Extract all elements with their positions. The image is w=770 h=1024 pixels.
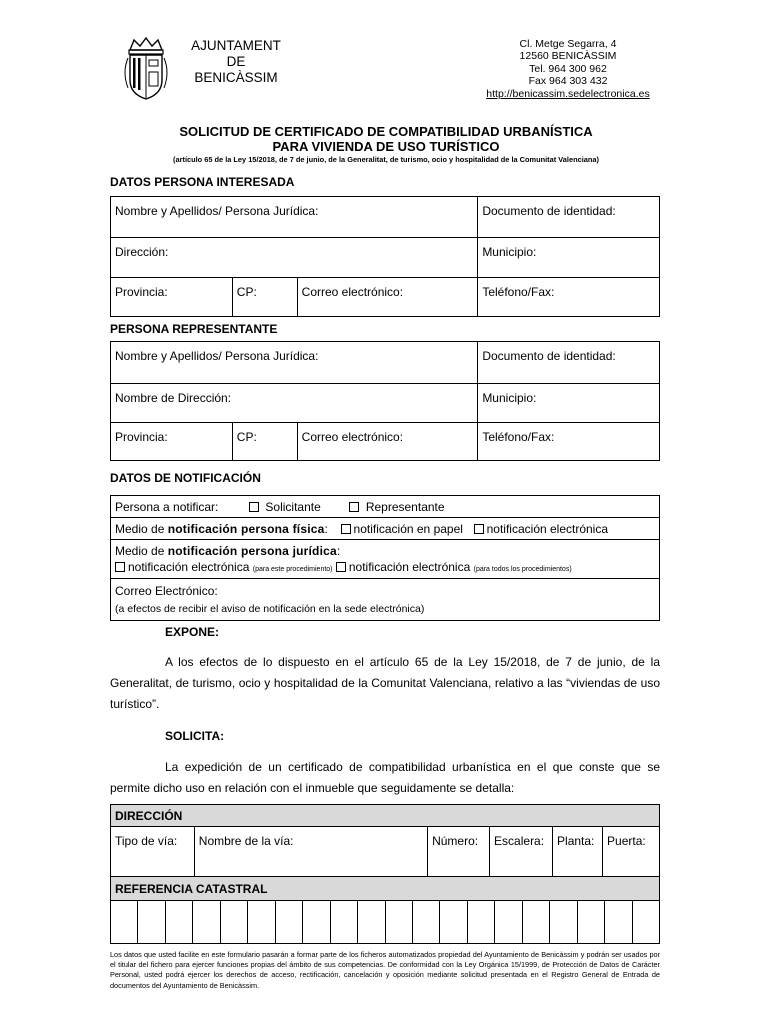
correo-notificacion-label: Correo Electrónico: bbox=[115, 584, 218, 598]
note-proc: (para este procedimiento) bbox=[252, 566, 333, 573]
expone-text: A los efectos de lo dispuesto en el artículo 65 de la Ley 15/2018, de 7 de junio, de la Generalitat, de turismo, ocio y hospitalidad de la Comunitat Valenciana, relativo a las “viviendas de uso turístico”. bbox=[110, 655, 660, 711]
checkbox-electronica-procedimiento[interactable] bbox=[115, 562, 125, 572]
checkbox-electronica-fisica[interactable] bbox=[474, 524, 484, 534]
elec-todos-label: notificación electrónica bbox=[348, 560, 471, 574]
juridica-bold: notificación persona jurídica bbox=[167, 544, 337, 558]
section-heading-notificacion: DATOS DE NOTIFICACIÓN bbox=[110, 471, 261, 485]
field-direccion[interactable]: Dirección: bbox=[111, 238, 478, 278]
field-tipo-via[interactable]: Tipo de vía: bbox=[111, 827, 195, 877]
catastral-cell[interactable] bbox=[193, 900, 220, 943]
catastral-cell[interactable] bbox=[331, 900, 358, 943]
field-nombre-via[interactable]: Nombre de la vía: bbox=[194, 827, 427, 877]
coat-of-arms-logo bbox=[120, 36, 172, 102]
catastral-cell[interactable] bbox=[468, 900, 495, 943]
municipality-name: AJUNTAMENT DE BENICÀSSIM bbox=[191, 38, 281, 85]
catastral-cell[interactable] bbox=[523, 900, 550, 943]
row-notificacion-fisica bbox=[111, 518, 660, 540]
catastral-cell[interactable] bbox=[605, 900, 632, 943]
document-title: SOLICITUD DE CERTIFICADO DE COMPATIBILIDAD URBANÍSTICA PARA VIVIENDA DE USO TURÍSTICO bbox=[179, 124, 593, 154]
representante-table bbox=[110, 341, 660, 461]
catastral-cell[interactable] bbox=[221, 900, 248, 943]
field-telefono[interactable]: Teléfono/Fax: bbox=[478, 278, 660, 317]
catastral-cell[interactable] bbox=[303, 900, 330, 943]
document-subtitle: (artículo 65 de la Ley 15/2018, de 7 de junio, de la Generalitat, de turismo, ocio y hospitalidad de la Comunitat Valenciana) bbox=[173, 155, 599, 164]
section-heading-interesada: DATOS PERSONA INTERESADA bbox=[110, 175, 295, 189]
catastral-cell[interactable] bbox=[138, 900, 165, 943]
direccion-table bbox=[110, 804, 660, 901]
checkbox-electronica-todos[interactable] bbox=[336, 562, 346, 572]
rep-field-nombre[interactable]: Nombre y Apellidos/ Persona Jurídica: bbox=[111, 342, 478, 384]
catastral-cell[interactable] bbox=[166, 900, 193, 943]
correo-notificacion-note: (a efectos de recibir el aviso de notificación en la sede electrónica) bbox=[115, 603, 425, 615]
contact-address: Cl. Metge Segarra, 4 12560 BENICÀSSIM Tel. 964 300 962 Fax 964 303 432 http://benicassim.sedelectronica.es bbox=[470, 38, 666, 100]
website-link[interactable]: http://benicassim.sedelectronica.es bbox=[486, 87, 650, 100]
field-planta[interactable]: Planta: bbox=[553, 827, 603, 877]
catastral-cell[interactable] bbox=[550, 900, 577, 943]
fisica-prefix: Medio de bbox=[115, 521, 168, 536]
electronica-fisica-label: notificación electrónica bbox=[486, 521, 609, 536]
juridica-prefix: Medio de bbox=[115, 544, 168, 558]
catastral-cell[interactable] bbox=[578, 900, 605, 943]
row-notificacion-juridica bbox=[111, 540, 660, 579]
fisica-suffix: : bbox=[324, 521, 328, 536]
checkbox-solicitante[interactable] bbox=[249, 502, 259, 512]
catastral-cell[interactable] bbox=[358, 900, 385, 943]
notificacion-table bbox=[110, 495, 660, 621]
field-correo-notificacion[interactable] bbox=[111, 579, 660, 621]
field-municipio[interactable]: Municipio: bbox=[478, 238, 660, 278]
representante-label: Representante bbox=[365, 499, 445, 514]
catastral-cell[interactable] bbox=[440, 900, 467, 943]
solicita-text: La expedición de un certificado de compatibilidad urbanística en el que conste que se permite dicho uso en relación con el inmueble que seguidamente se detalla: bbox=[110, 760, 660, 795]
rep-field-telefono[interactable]: Teléfono/Fax: bbox=[478, 423, 660, 461]
catastral-cell[interactable] bbox=[633, 900, 659, 943]
field-numero[interactable]: Número: bbox=[428, 827, 490, 877]
rep-field-documento[interactable]: Documento de identidad: bbox=[478, 342, 660, 384]
catastral-cell[interactable] bbox=[413, 900, 440, 943]
data-protection-notice: Los datos que usted facilite en este formulario pasarán a formar parte de los ficheros automatizados propiedad del Ayuntamiento de Benicàssim y podrán ser usados por el titular del fichero para ejercer funciones propias del ámbito de sus competencias. De conformidad con la Ley Orgánica 15/1999, de Protección de Datos de Carácter Personal, usted podrá ejercer los derechos de acceso, rectificación, cancelación y oposición mediante solicitud presentada en el Registro General de Entrada de documentos del Ayuntamiento de Benicàssim. bbox=[110, 950, 660, 990]
catastral-cell[interactable] bbox=[248, 900, 275, 943]
field-puerta[interactable]: Puerta: bbox=[603, 827, 660, 877]
rep-field-direccion[interactable]: Nombre de Dirección: bbox=[111, 384, 478, 423]
catastral-cell[interactable] bbox=[111, 900, 138, 943]
expone-heading: EXPONE: bbox=[165, 625, 220, 639]
solicita-heading: SOLICITA: bbox=[165, 729, 225, 743]
field-nombre[interactable]: Nombre y Apellidos/ Persona Jurídica: bbox=[111, 197, 478, 238]
field-documento[interactable]: Documento de identidad: bbox=[478, 197, 660, 238]
rep-field-cp[interactable]: CP: bbox=[232, 423, 297, 461]
catastral-cell[interactable] bbox=[386, 900, 413, 943]
field-escalera[interactable]: Escalera: bbox=[490, 827, 553, 877]
field-correo[interactable]: Correo electrónico: bbox=[297, 278, 478, 317]
section-heading-representante: PERSONA REPRESENTANTE bbox=[110, 322, 278, 336]
fisica-bold: notificación persona física bbox=[167, 521, 325, 536]
field-cp[interactable]: CP: bbox=[232, 278, 297, 317]
catastral-cell[interactable] bbox=[495, 900, 522, 943]
rep-field-municipio[interactable]: Municipio: bbox=[478, 384, 660, 423]
papel-label: notificación en papel bbox=[353, 521, 463, 536]
interesada-table bbox=[110, 196, 660, 317]
solicitante-label: Solicitante bbox=[265, 499, 321, 514]
juridica-suffix: : bbox=[336, 544, 341, 558]
rep-field-provincia[interactable]: Provincia: bbox=[111, 423, 233, 461]
elec-proc-label: notificación electrónica bbox=[128, 560, 250, 574]
row-persona-notificar bbox=[111, 496, 660, 518]
checkbox-representante[interactable] bbox=[349, 502, 359, 512]
note-todos: (para todos los procedimientos) bbox=[473, 566, 572, 573]
catastral-cells bbox=[110, 900, 660, 944]
persona-notificar-label: Persona a notificar: bbox=[115, 499, 219, 514]
catastral-heading: REFERENCIA CATASTRAL bbox=[111, 877, 660, 901]
direccion-heading: DIRECCIÓN bbox=[111, 805, 660, 827]
catastral-cell[interactable] bbox=[276, 900, 303, 943]
checkbox-papel[interactable] bbox=[341, 524, 351, 534]
rep-field-correo[interactable]: Correo electrónico: bbox=[297, 423, 478, 461]
field-provincia[interactable]: Provincia: bbox=[111, 278, 233, 317]
